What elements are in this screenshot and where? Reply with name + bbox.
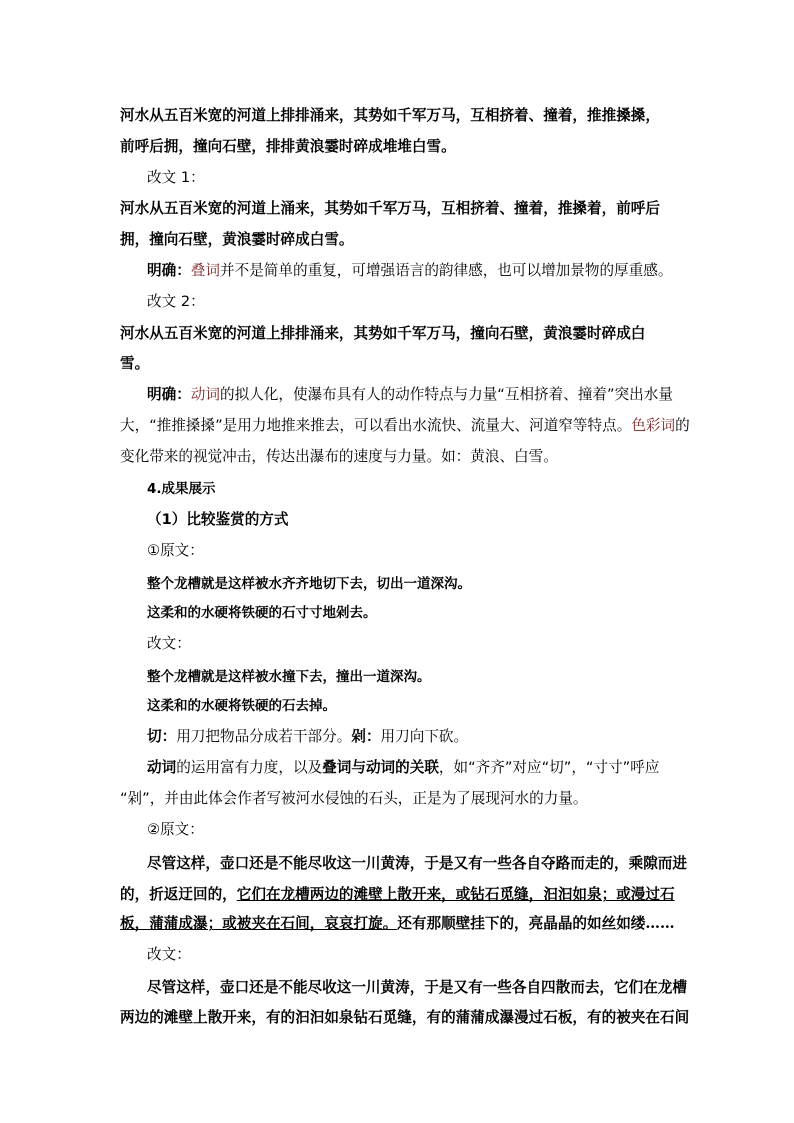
- body-text: ，如“齐齐”对应“切”，“寸寸”呼应: [438, 759, 660, 776]
- quote-line: 河水从五百米宽的河道上涌来，其势如千军万马，互相挤着、撞着，推搡着，前呼后: [120, 200, 660, 217]
- quote-line: 尽管这样，壶口还是不能尽收这一川黄涛，于是又有一些各自四散而去，它们在龙槽: [147, 979, 687, 996]
- keyword-label: 动词: [147, 759, 177, 776]
- body-text: 的: [675, 417, 690, 434]
- explanation-line: [147, 259, 672, 280]
- body-text: 大，“推推搡搡”是用力地推来推去，可以看出水流快、流量大、河道窄等特点。: [120, 417, 632, 434]
- explanation-line: [147, 756, 659, 777]
- highlight-term: 动词: [190, 386, 220, 403]
- body-text: 的运用富有力度，以及: [176, 759, 323, 776]
- section-label: 改文 1：: [147, 169, 205, 186]
- section-label: 改文：: [147, 635, 191, 652]
- quote-line: [120, 912, 675, 933]
- section-label: ①原文：: [147, 542, 204, 559]
- body-text: 用刀向下砍。: [380, 728, 469, 745]
- quote-line: 拥，撞向石壁，黄浪霎时碎成白雪。: [120, 231, 354, 248]
- section-label: 改文 2：: [147, 293, 205, 310]
- highlight-term: 叠词: [190, 262, 220, 279]
- definition-line: [147, 725, 468, 746]
- quote-line: 整个龙槽就是这样被水齐齐地切下去，切出一道深沟。: [147, 576, 471, 592]
- body-text: 用刀把物品分成若干部分。: [176, 728, 352, 745]
- quote-line: 雪。: [120, 355, 150, 372]
- quote-text: 还有那顺壁挂下的，亮晶晶的如丝如缕……: [397, 915, 675, 932]
- highlight-term: 色彩词: [631, 417, 676, 434]
- body-text: 的拟人化，使瀑布具有人的动作特点与力量“互相挤着、撞着”突出水量: [220, 386, 673, 403]
- keyword-label: 明确：: [147, 386, 191, 403]
- quote-line: 整个龙槽就是这样被水撞下去，撞出一道深沟。: [147, 669, 431, 685]
- explanation-line: [120, 414, 690, 435]
- explanation-line: “剁”，并由此体会作者写被河水侵蚀的石头，正是为了展现河水的力量。: [120, 790, 588, 807]
- underlined-quote-text: 它们在龙槽两边的滩壁上散开来，或钻石觅缝，汩汩如泉；或漫过石: [236, 886, 675, 903]
- keyword-label: 剁：: [351, 728, 381, 745]
- quote-line: 这柔和的水硬将铁硬的石寸寸地剁去。: [147, 605, 377, 621]
- section-label: 改文：: [147, 946, 191, 963]
- keyword-label: 切：: [147, 728, 177, 745]
- quote-line: 河水从五百米宽的河道上排排涌来，其势如千军万马，撞向石壁，黄浪霎时碎成白: [120, 325, 646, 342]
- explanation-line: 变化带来的视觉冲击，传达出瀑布的速度与力量。如：黄浪、白雪。: [120, 448, 558, 465]
- section-heading: 4.成果展示: [147, 481, 216, 497]
- quote-line: 尽管这样，壶口还是不能尽收这一川黄涛，于是又有一些各自夺路而走的，乘隙而进: [147, 855, 687, 872]
- subsection-heading: （1）比较鉴赏的方式: [147, 511, 289, 528]
- quote-text: 的，折返迂回的，: [120, 886, 237, 903]
- explanation-line: [147, 383, 673, 404]
- quote-line: 河水从五百米宽的河道上排排涌来，其势如千军万马，互相挤着、撞着，推推搡搡，: [120, 107, 660, 124]
- quote-line: 这柔和的水硬将铁硬的石去掉。: [147, 698, 336, 714]
- section-label: ②原文：: [147, 821, 204, 838]
- keyword-label: 叠词与动词的关联: [322, 759, 439, 776]
- keyword-label: 明确：: [147, 262, 191, 279]
- quote-line: 两边的滩壁上散开来，有的汩汩如泉钻石觅缝，有的蒲蒲成瀑漫过石板，有的被夹在石间: [120, 1009, 690, 1026]
- underlined-quote-text: 板，蒲蒲成瀑；或被夹在石间，哀哀打旋。: [120, 915, 398, 932]
- body-text: 并不是简单的重复，可增强语言的韵律感，也可以增加景物的厚重感。: [220, 262, 673, 279]
- quote-line: 前呼后拥，撞向石壁，排排黄浪霎时碎成堆堆白雪。: [120, 138, 456, 155]
- quote-line: [120, 883, 675, 904]
